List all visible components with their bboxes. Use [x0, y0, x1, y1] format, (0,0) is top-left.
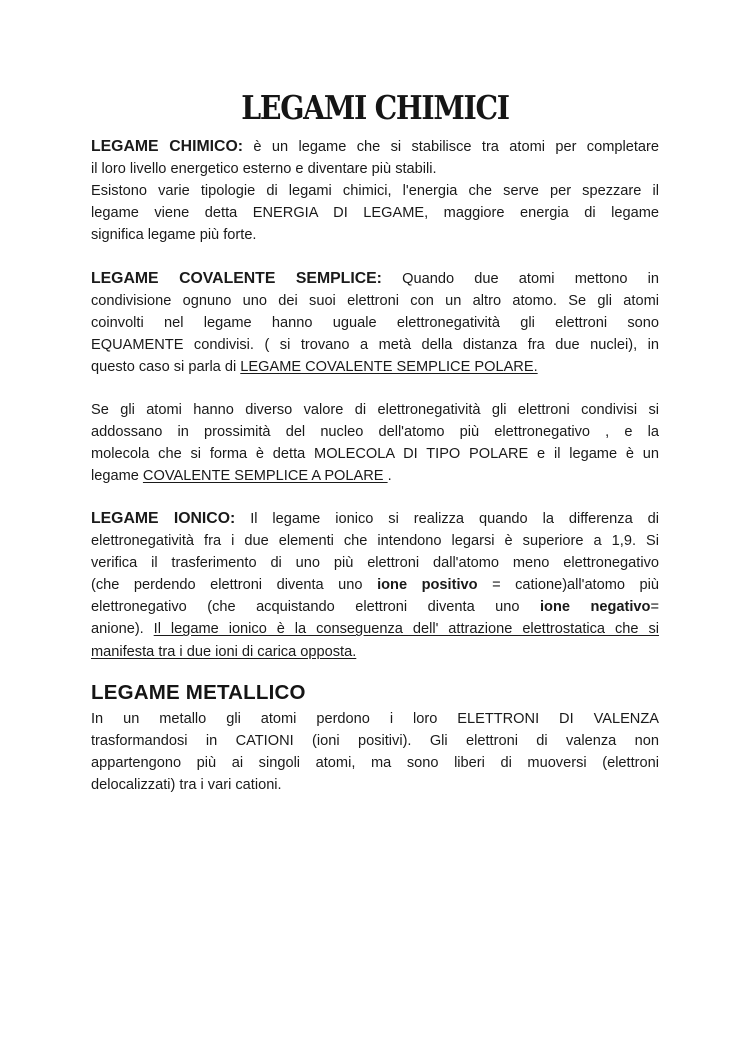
section-heading-legame-metallico: LEGAME METALLICO — [91, 681, 306, 704]
text-line: condivisione ognuno uno dei suoi elettroni con un altro atomo. Se gli atomi — [91, 293, 659, 310]
text-line: In un metallo gli atomi perdono i loro ELETTRONI DI VALENZA — [91, 711, 659, 727]
term-legame-chimico: LEGAME CHIMICO: — [91, 138, 243, 155]
text-line — [91, 356, 659, 378]
text-line: Se gli atomi hanno diverso valore di elettronegatività gli elettroni condivisi si — [91, 402, 659, 418]
text-span: legame — [91, 468, 143, 485]
paragraph-legame-metallico — [91, 708, 659, 796]
paragraph-legame-chimico — [91, 136, 659, 246]
text-span: = catione)all'atomo più — [477, 577, 660, 594]
bold-ione-positivo: ione positivo — [377, 577, 478, 594]
text-line — [91, 508, 659, 530]
paragraph-apolare — [91, 399, 659, 487]
text-line: molecola che si forma è detta MOLECOLA DI TIPO POLARE e il legame è un — [91, 446, 659, 463]
text-span: Quando due atomi mettono in — [381, 271, 659, 287]
text-line: trasformandosi in CATIONI (ioni positivi). Gli elettroni di valenza non — [91, 733, 659, 750]
text-line: il loro livello energetico esterno e diventare più stabili. — [91, 161, 437, 178]
text-span: Il legame ionico si realizza quando la differenza di — [235, 511, 659, 527]
text-line — [91, 618, 659, 640]
text-span: . — [387, 468, 392, 485]
text-line: significa legame più forte. — [91, 227, 257, 244]
text-line — [91, 465, 659, 487]
text-line: Esistono varie tipologie di legami chimici, l'energia che serve per spezzare il — [91, 183, 659, 200]
bold-ione-negativo: ione negativo — [539, 599, 651, 616]
text-span: questo caso si parla di — [91, 359, 241, 376]
underlined-term-polare: LEGAME COVALENTE SEMPLICE POLARE. — [240, 359, 538, 376]
paragraph-legame-ionico — [91, 508, 659, 663]
text-line: appartengono più ai singoli atomi, ma sono liberi di muoversi (elettroni — [91, 755, 659, 772]
text-span: (che perdendo elettroni diventa uno — [91, 577, 378, 594]
text-line — [91, 268, 659, 290]
text-line — [91, 641, 659, 663]
text-line — [91, 574, 659, 596]
page-title: LEGAMI CHIMICI — [241, 88, 509, 127]
text-line: verifica il trasferimento di uno più elettroni dall'atomo meno elettronegativo — [91, 555, 659, 572]
text-span: è un legame che si stabilisce tra atomi per completare — [243, 139, 659, 155]
text-line: delocalizzati) tra i vari cationi. — [91, 777, 282, 794]
text-line: EQUAMENTE condivisi. ( si trovano a metà della distanza fra due nuclei), in — [91, 337, 659, 354]
text-line: elettronegatività fra i due elementi che intendono legarsi è superiore a 1,9. Si — [91, 533, 659, 550]
text-line — [91, 136, 659, 158]
text-span: elettronegativo (che acquistando elettroni diventa uno — [91, 599, 540, 616]
text-span: anione). — [91, 621, 154, 638]
underlined-term-apolare: COVALENTE SEMPLICE A POLARE — [142, 468, 388, 485]
text-line: coinvolti nel legame hanno uguale elettronegatività gli elettroni sono — [91, 315, 659, 332]
text-line: legame viene detta ENERGIA DI LEGAME, maggiore energia di legame — [91, 205, 659, 222]
underlined-sentence: Il legame ionico è la conseguenza dell' attrazione elettrostatica che si — [153, 621, 659, 638]
text-line — [91, 596, 659, 618]
term-legame-covalente-semplice: LEGAME COVALENTE SEMPLICE: — [91, 270, 382, 287]
term-legame-ionico: LEGAME IONICO: — [91, 510, 236, 527]
text-span: = — [650, 599, 659, 616]
text-line: addossano in prossimità del nucleo dell'atomo più elettronegativo , e la — [91, 424, 659, 441]
paragraph-legame-covalente — [91, 268, 659, 378]
underlined-sentence: manifesta tra i due ioni di carica opposta. — [91, 643, 357, 660]
